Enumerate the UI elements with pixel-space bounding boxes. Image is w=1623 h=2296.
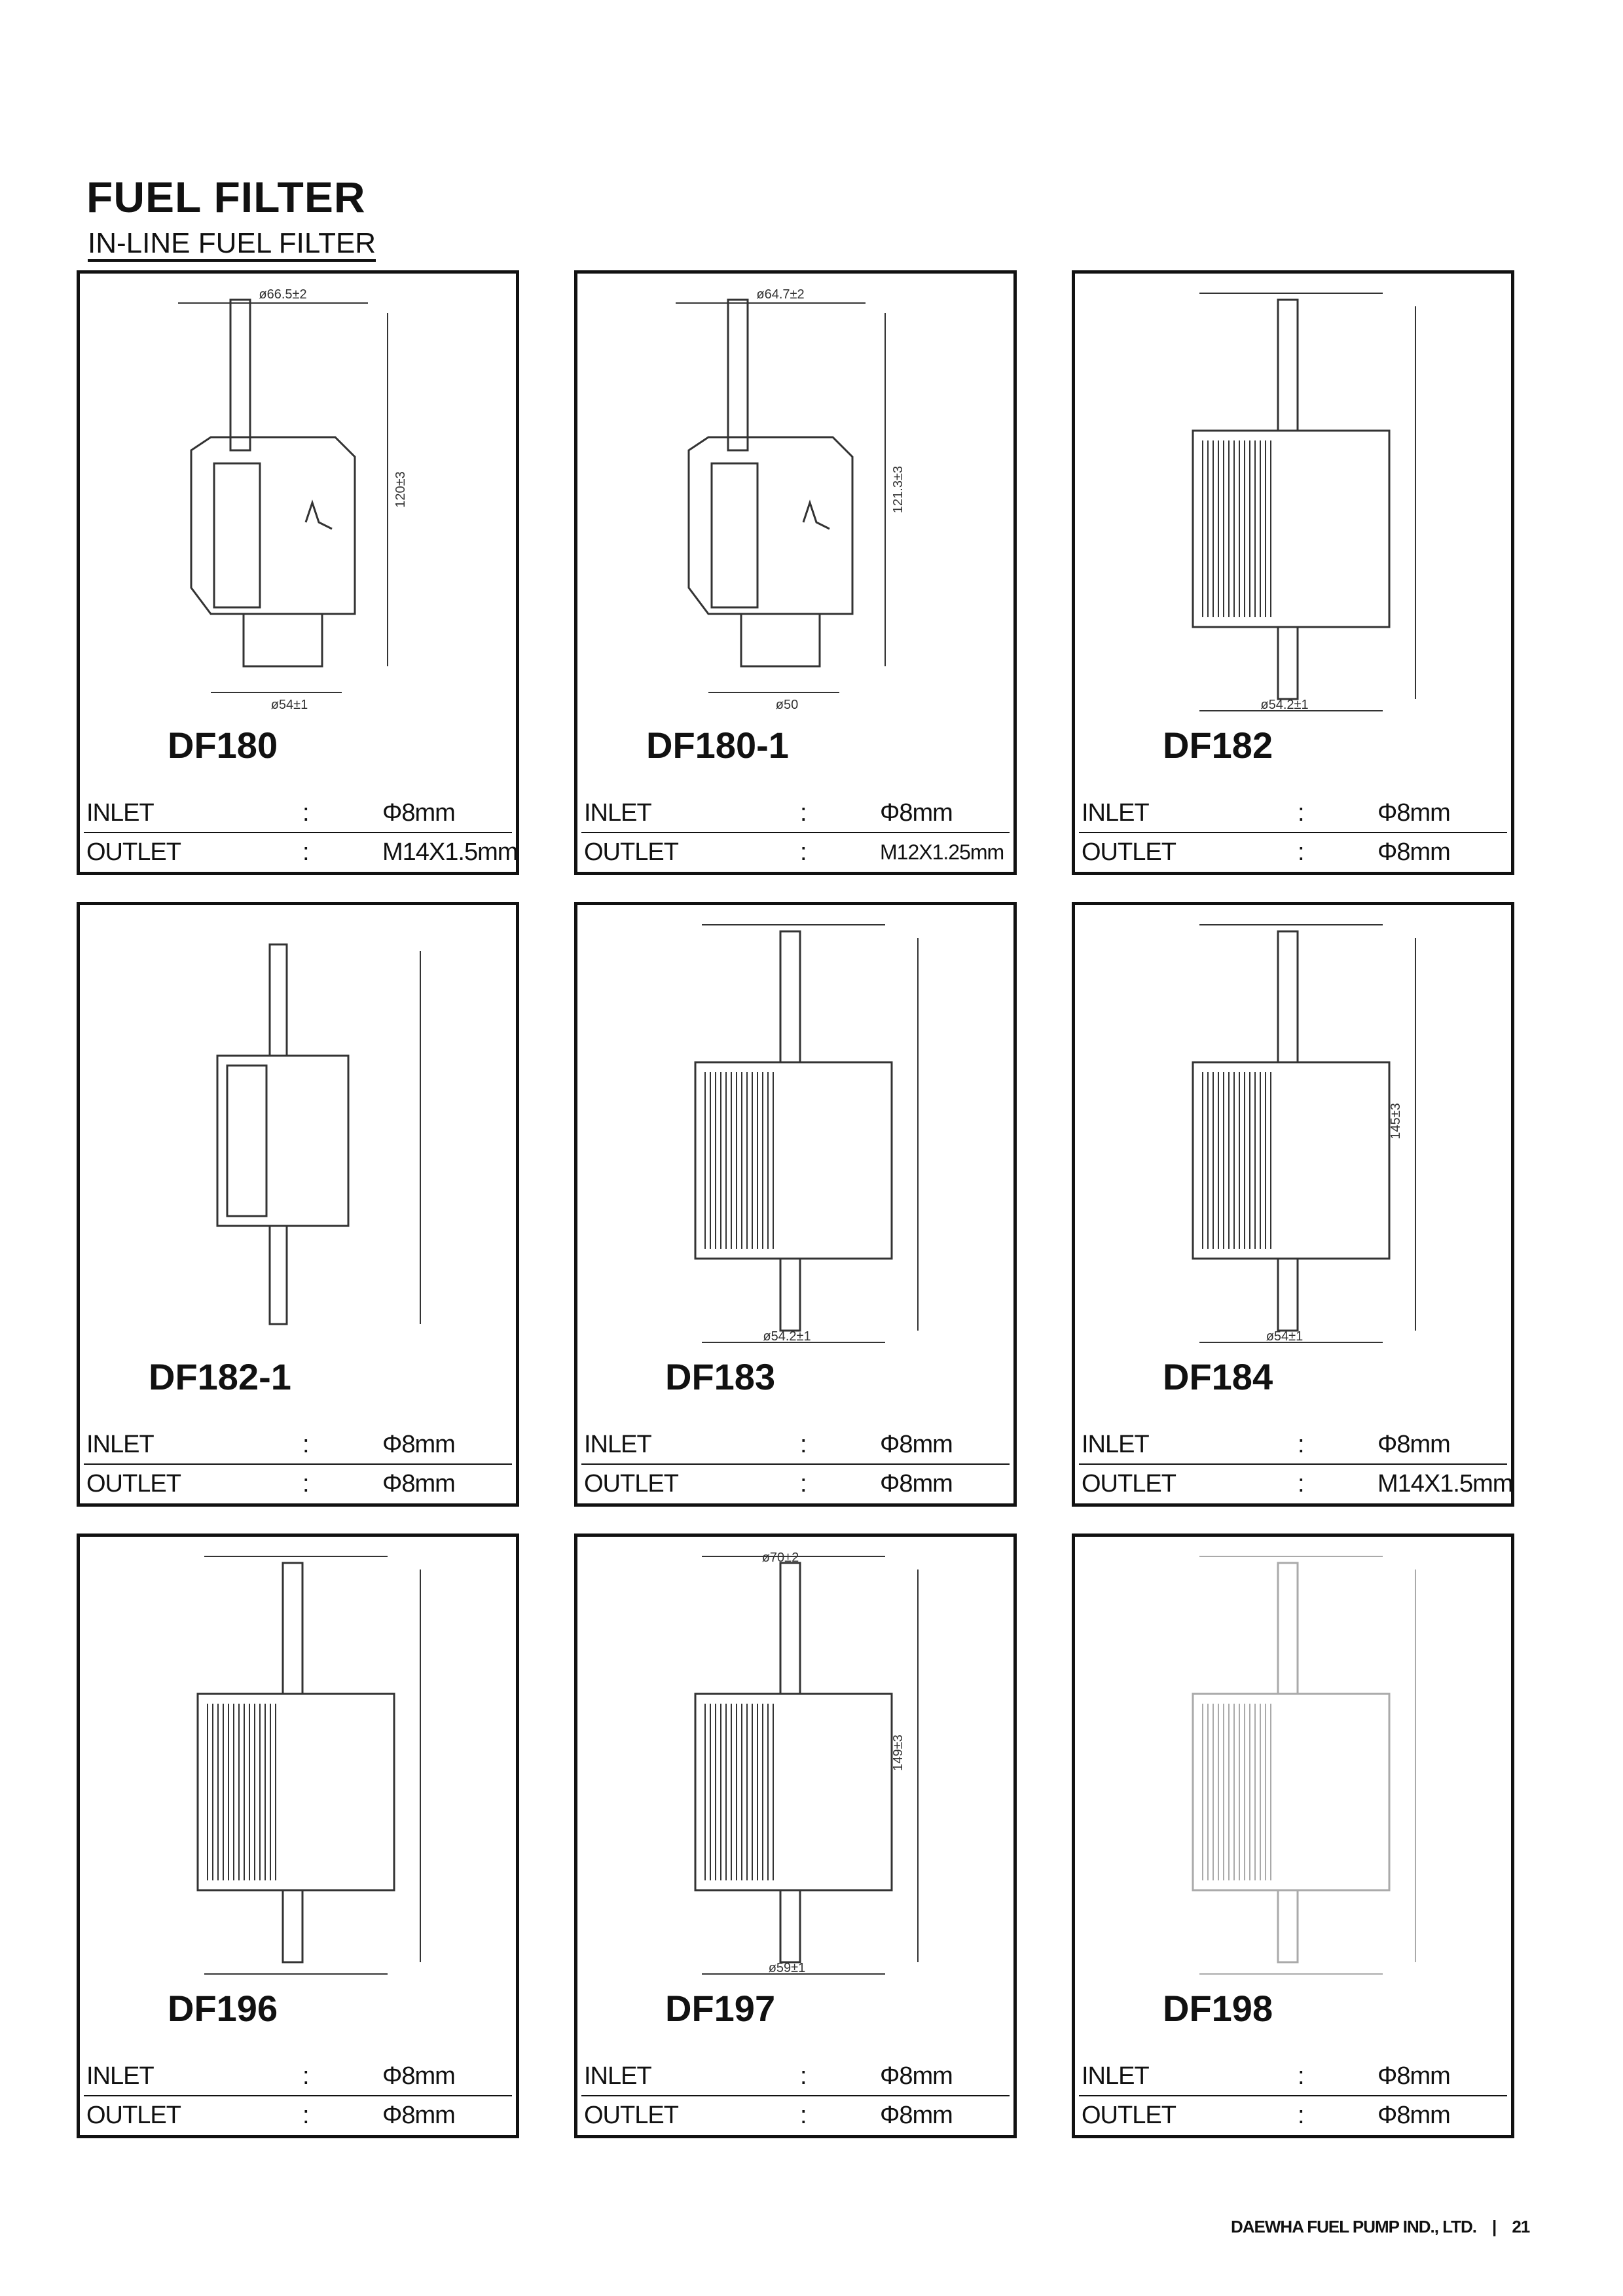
inlet-value: Φ8mm [1377, 799, 1450, 827]
filter-card-df198 [1072, 1534, 1514, 2138]
outlet-value: M12X1.25mm [880, 840, 1004, 864]
housing-outline [695, 1062, 892, 1259]
filter-card-df182 [1072, 270, 1514, 875]
inlet-colon: : [302, 2062, 309, 2090]
filter-element [227, 1066, 266, 1216]
outlet-row [1079, 2096, 1507, 2134]
filter-drawing [1075, 1537, 1511, 1988]
filter-card-df197 [574, 1534, 1017, 2138]
outlet-value: Φ8mm [880, 2102, 953, 2129]
inlet-colon: : [800, 1431, 807, 1458]
dimension-bottom-label: ø54±1 [270, 698, 308, 712]
filter-drawing [80, 905, 516, 1357]
filter-drawing [80, 274, 516, 725]
outlet-value: Φ8mm [880, 1470, 953, 1498]
pleated-element [208, 1704, 276, 1880]
housing-outline [1193, 1062, 1389, 1259]
outlet-row [1079, 833, 1507, 871]
model-name: DF184 [1163, 1356, 1273, 1397]
dimension-top-label: ø64.7±2 [756, 287, 805, 302]
outlet-tube [270, 1226, 287, 1324]
inlet-tube [270, 944, 287, 1056]
dimension-height-label: 121.3±3 [891, 465, 905, 514]
outlet-row [581, 833, 1010, 871]
outlet-fitting [741, 614, 820, 666]
pleated-element [705, 1704, 773, 1880]
inlet-tube [780, 1563, 800, 1694]
outlet-colon: : [302, 2102, 309, 2129]
outlet-label: OUTLET [584, 1470, 678, 1498]
outlet-fitting [244, 614, 322, 666]
filter-drawing [1075, 905, 1511, 1357]
inlet-row [581, 1426, 1010, 1465]
outlet-row [84, 1465, 512, 1503]
model-name: DF182 [1163, 725, 1273, 766]
outlet-row [84, 833, 518, 871]
outlet-row [84, 2096, 512, 2134]
inlet-tube [230, 300, 250, 450]
outlet-colon: : [800, 2102, 807, 2129]
outlet-row [581, 2096, 1010, 2134]
filter-drawing [1075, 274, 1511, 725]
flow-arrow [803, 503, 830, 529]
inlet-colon: : [1298, 1431, 1304, 1458]
outlet-tube [780, 1259, 800, 1331]
outlet-label: OUTLET [584, 838, 678, 866]
page-subtitle: IN-LINE FUEL FILTER [88, 229, 376, 262]
outlet-label: OUTLET [1082, 838, 1176, 866]
filter-svg [577, 274, 1013, 725]
dimension-height-label: 145±3 [1389, 1103, 1403, 1139]
inlet-value: Φ8mm [880, 1431, 953, 1458]
outlet-value: Φ8mm [1377, 2102, 1450, 2129]
model-name: DF182-1 [149, 1356, 291, 1397]
outlet-colon: : [800, 1470, 807, 1498]
inlet-colon: : [302, 799, 309, 827]
page-title: FUEL FILTER [86, 173, 366, 221]
pleated-element [1203, 1072, 1271, 1249]
inlet-colon: : [302, 1431, 309, 1458]
outlet-value: Φ8mm [382, 1470, 455, 1498]
page-number: 21 [1512, 2217, 1530, 2236]
outlet-label: OUTLET [86, 2102, 181, 2129]
inlet-label: INLET [584, 2062, 651, 2090]
outlet-colon: : [302, 838, 309, 866]
filter-drawing [577, 274, 1013, 725]
dimension-bottom-label: ø54±1 [1266, 1329, 1304, 1344]
filter-card-df196 [77, 1534, 519, 2138]
inlet-value: Φ8mm [1377, 1431, 1450, 1458]
housing-outline [1193, 1694, 1389, 1890]
inlet-tube [1278, 300, 1298, 431]
outlet-colon: : [1298, 838, 1304, 866]
filter-svg [577, 1537, 1013, 1988]
inlet-row [84, 2057, 512, 2096]
outlet-colon: : [1298, 1470, 1304, 1498]
outlet-row [581, 1465, 1010, 1503]
filter-drawing [577, 905, 1013, 1357]
inlet-value: Φ8mm [382, 1431, 455, 1458]
dimension-bottom-label: ø59±1 [768, 1961, 806, 1975]
inlet-label: INLET [1082, 1431, 1149, 1458]
outlet-value: Φ8mm [382, 2102, 455, 2129]
inlet-colon: : [1298, 2062, 1304, 2090]
inlet-tube [1278, 931, 1298, 1062]
inlet-row [1079, 1426, 1507, 1465]
model-name: DF180 [168, 725, 278, 766]
inlet-value: Φ8mm [880, 799, 953, 827]
inlet-label: INLET [1082, 2062, 1149, 2090]
inlet-label: INLET [1082, 799, 1149, 827]
inlet-colon: : [800, 2062, 807, 2090]
inlet-row [581, 2057, 1010, 2096]
filter-drawing [577, 1537, 1013, 1988]
inlet-value: Φ8mm [382, 799, 455, 827]
filter-svg [80, 274, 516, 725]
housing-outline [217, 1056, 348, 1226]
filter-svg [80, 905, 516, 1357]
inlet-label: INLET [86, 799, 154, 827]
inlet-row [581, 794, 1010, 833]
outlet-tube [780, 1890, 800, 1962]
dimension-bottom-label: ø54.2±1 [1260, 698, 1309, 712]
model-name: DF196 [168, 1988, 278, 2029]
filter-drawing [80, 1537, 516, 1988]
outlet-tube [1278, 627, 1298, 699]
inlet-value: Φ8mm [880, 2062, 953, 2090]
outlet-colon: : [800, 838, 807, 866]
inlet-label: INLET [86, 2062, 154, 2090]
outlet-tube [283, 1890, 302, 1962]
inlet-tube [283, 1563, 302, 1694]
outlet-colon: : [1298, 2102, 1304, 2129]
inlet-colon: : [800, 799, 807, 827]
outlet-row [1079, 1465, 1513, 1503]
inlet-row [1079, 2057, 1507, 2096]
housing-outline [1193, 431, 1389, 627]
filter-element [712, 463, 757, 607]
filter-card-df184 [1072, 902, 1514, 1507]
inlet-value: Φ8mm [1377, 2062, 1450, 2090]
dimension-height-label: 149±3 [891, 1734, 905, 1771]
page-footer [1231, 2217, 1529, 2237]
company-name: DAEWHA FUEL PUMP IND., LTD. [1231, 2217, 1477, 2236]
filter-element [214, 463, 260, 607]
inlet-tube [780, 931, 800, 1062]
inlet-tube [728, 300, 748, 450]
filter-svg [1075, 905, 1511, 1357]
filter-card-df182-1 [77, 902, 519, 1507]
filter-svg [1075, 274, 1511, 725]
pleated-element [705, 1072, 773, 1249]
filter-card-df180-1 [574, 270, 1017, 875]
flow-arrow [306, 503, 332, 529]
model-name: DF197 [665, 1988, 776, 2029]
outlet-value: Φ8mm [1377, 838, 1450, 866]
inlet-colon: : [1298, 799, 1304, 827]
dimension-bottom-label: ø50 [775, 698, 799, 712]
housing-outline [198, 1694, 394, 1890]
model-name: DF180-1 [646, 725, 789, 766]
outlet-value: M14X1.5mm [1377, 1470, 1513, 1498]
housing-outline [695, 1694, 892, 1890]
pleated-element [1203, 1704, 1271, 1880]
inlet-label: INLET [584, 799, 651, 827]
dimension-top-label: ø66.5±2 [259, 287, 307, 302]
outlet-colon: : [302, 1470, 309, 1498]
outlet-label: OUTLET [86, 1470, 181, 1498]
model-name: DF198 [1163, 1988, 1273, 2029]
outlet-tube [1278, 1259, 1298, 1331]
outlet-label: OUTLET [86, 838, 181, 866]
inlet-label: INLET [86, 1431, 154, 1458]
dimension-top-label: ø70±2 [761, 1551, 799, 1565]
model-name: DF183 [665, 1356, 776, 1397]
inlet-row [84, 794, 512, 833]
filter-svg [80, 1537, 516, 1988]
pleated-element [1203, 440, 1271, 617]
outlet-value: M14X1.5mm [382, 838, 518, 866]
inlet-label: INLET [584, 1431, 651, 1458]
filter-svg [577, 905, 1013, 1357]
inlet-value: Φ8mm [382, 2062, 455, 2090]
filter-card-df180 [77, 270, 519, 875]
outlet-tube [1278, 1890, 1298, 1962]
outlet-label: OUTLET [584, 2102, 678, 2129]
footer-separator: | [1492, 2217, 1497, 2236]
outlet-label: OUTLET [1082, 2102, 1176, 2129]
filter-card-df183 [574, 902, 1017, 1507]
inlet-tube [1278, 1563, 1298, 1694]
inlet-row [1079, 794, 1507, 833]
dimension-height-label: 120±3 [393, 471, 408, 508]
dimension-bottom-label: ø54.2±1 [763, 1329, 811, 1344]
filter-svg [1075, 1537, 1511, 1988]
outlet-label: OUTLET [1082, 1470, 1176, 1498]
inlet-row [84, 1426, 512, 1465]
